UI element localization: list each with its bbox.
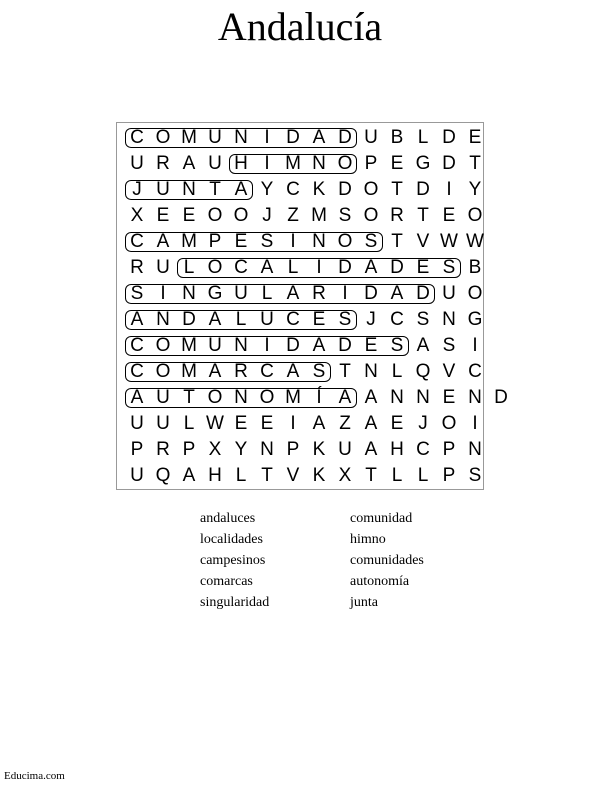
word-list-item: singularidad <box>200 595 270 610</box>
grid-letter: M <box>181 335 197 356</box>
grid-letter: L <box>391 361 403 382</box>
grid-letter: I <box>290 231 296 252</box>
grid-letter: L <box>261 283 273 304</box>
grid-letter: M <box>285 387 301 408</box>
grid-letter: C <box>286 179 300 200</box>
grid-letter: E <box>468 127 482 148</box>
grid-letter: A <box>286 283 300 304</box>
grid-letter: L <box>287 257 299 278</box>
grid-letter: N <box>182 283 196 304</box>
grid-letter: A <box>286 361 300 382</box>
grid-letter: E <box>442 205 456 226</box>
grid-letter: C <box>416 439 430 460</box>
grid-letter: C <box>286 309 300 330</box>
grid-letter: Y <box>260 179 274 200</box>
grid-letter: O <box>467 205 483 226</box>
grid-letter: R <box>130 257 144 278</box>
grid-letter: P <box>442 465 456 486</box>
grid-letter: M <box>181 361 197 382</box>
grid-letter: P <box>208 231 222 252</box>
grid-letter: C <box>130 335 144 356</box>
grid-letter: D <box>416 179 430 200</box>
grid-letter: T <box>209 179 221 200</box>
grid-letter: L <box>391 465 403 486</box>
grid-letter: N <box>312 153 326 174</box>
grid-letter: E <box>390 153 404 174</box>
grid-letter: U <box>130 413 144 434</box>
grid-letter: L <box>235 465 247 486</box>
grid-letter: P <box>182 439 196 460</box>
word-list-item: campesinos <box>200 553 266 568</box>
grid-letter: E <box>234 231 248 252</box>
grid-letter: A <box>312 413 326 434</box>
grid-letter: V <box>442 361 456 382</box>
grid-letter: T <box>469 153 481 174</box>
grid-letter: H <box>208 465 222 486</box>
grid-letter: N <box>234 387 248 408</box>
grid-letter: E <box>234 413 248 434</box>
grid-letter: I <box>446 179 452 200</box>
word-list-item: comarcas <box>200 574 253 589</box>
grid-letter: D <box>338 179 352 200</box>
grid-letter: U <box>208 153 222 174</box>
grid-letter: A <box>234 179 248 200</box>
word-list-item: andaluces <box>200 511 256 526</box>
grid-letter: U <box>156 413 170 434</box>
grid-letter: U <box>130 153 144 174</box>
grid-letter: N <box>416 387 430 408</box>
grid-letter: A <box>156 231 170 252</box>
grid-letter: D <box>338 127 352 148</box>
grid-letter: X <box>338 465 352 486</box>
grid-letter: E <box>364 335 378 356</box>
grid-letter: A <box>130 309 144 330</box>
grid-letter: O <box>155 127 171 148</box>
grid-letter: J <box>418 413 428 434</box>
grid-letter: C <box>390 309 404 330</box>
grid-letter: U <box>156 179 170 200</box>
footer-credit: Educima.com <box>4 770 65 782</box>
grid-letter: Í <box>316 387 322 408</box>
grid-letter: X <box>208 439 222 460</box>
grid-letter: G <box>467 309 483 330</box>
grid-letter: D <box>182 309 196 330</box>
grid-letter: U <box>156 387 170 408</box>
word-list-item: himno <box>350 532 386 547</box>
page-title: Andalucía <box>217 4 383 49</box>
grid-letter: I <box>160 283 166 304</box>
grid-letter: N <box>182 179 196 200</box>
grid-letter: T <box>391 179 403 200</box>
grid-letter: G <box>207 283 223 304</box>
grid-letter: B <box>390 127 404 148</box>
grid-letter: A <box>182 153 196 174</box>
grid-letter: T <box>417 205 429 226</box>
grid-letter: D <box>286 127 300 148</box>
word-list-item: comunidades <box>350 553 424 568</box>
grid-letter: P <box>286 439 300 460</box>
grid-letter: R <box>390 205 404 226</box>
grid-letter: N <box>156 309 170 330</box>
grid-letter: U <box>442 283 456 304</box>
grid-letter: O <box>441 413 457 434</box>
grid-letter: U <box>234 283 248 304</box>
grid-letter: I <box>316 257 322 278</box>
grid-letter: C <box>130 231 144 252</box>
grid-letter: N <box>260 439 274 460</box>
grid-letter: O <box>155 335 171 356</box>
grid-letter: M <box>311 205 327 226</box>
grid-letter: S <box>468 465 482 486</box>
grid-letter: J <box>132 179 142 200</box>
word-search-grid <box>116 122 508 490</box>
grid-letter: S <box>416 309 430 330</box>
grid-letter: O <box>363 205 379 226</box>
grid-letter: W <box>466 231 484 252</box>
grid-letter: N <box>468 387 482 408</box>
grid-letter: I <box>472 413 478 434</box>
grid-letter: D <box>442 127 456 148</box>
grid-letter: A <box>208 361 222 382</box>
grid-letter: D <box>494 387 508 408</box>
grid-letter: Y <box>468 179 482 200</box>
grid-letter: R <box>234 361 248 382</box>
grid-letter: L <box>183 257 195 278</box>
grid-letter: T <box>391 231 403 252</box>
grid-letter: N <box>234 127 248 148</box>
grid-letter: A <box>390 283 404 304</box>
grid-letter: O <box>337 153 353 174</box>
grid-letter: N <box>312 231 326 252</box>
grid-letter: S <box>364 231 378 252</box>
grid-letter: U <box>260 309 274 330</box>
grid-letter: S <box>390 335 404 356</box>
grid-letter: L <box>183 413 195 434</box>
grid-letter: N <box>234 335 248 356</box>
grid-letter: R <box>312 283 326 304</box>
grid-letter: M <box>181 127 197 148</box>
grid-letter: D <box>286 335 300 356</box>
grid-letter: A <box>364 439 378 460</box>
grid-letter: L <box>417 127 429 148</box>
grid-letter: E <box>442 387 456 408</box>
grid-letter: S <box>130 283 144 304</box>
grid-letter: O <box>233 205 249 226</box>
grid-letter: I <box>472 335 478 356</box>
grid-letter: E <box>312 309 326 330</box>
grid-letter: T <box>183 387 195 408</box>
grid-letter: S <box>338 205 352 226</box>
grid-letter: R <box>156 153 170 174</box>
grid-letter: I <box>264 127 270 148</box>
grid-letter: M <box>285 153 301 174</box>
grid-letter: B <box>468 257 482 278</box>
grid-letter: N <box>390 387 404 408</box>
grid-letter: S <box>442 335 456 356</box>
grid-letter: I <box>264 153 270 174</box>
grid-letter: I <box>342 283 348 304</box>
grid-letter: C <box>130 127 144 148</box>
grid-letter: K <box>312 439 326 460</box>
grid-letter: A <box>312 335 326 356</box>
word-list-item: autonomía <box>350 574 410 589</box>
grid-letter: P <box>442 439 456 460</box>
grid-letter: S <box>312 361 326 382</box>
grid-letter: C <box>234 257 248 278</box>
grid-letter: K <box>312 179 326 200</box>
grid-letter: H <box>390 439 404 460</box>
grid-letter: D <box>416 283 430 304</box>
grid-letter: X <box>130 205 144 226</box>
grid-letter: V <box>416 231 430 252</box>
grid-letter: U <box>208 127 222 148</box>
grid-letter: S <box>260 231 274 252</box>
grid-letter: N <box>364 361 378 382</box>
grid-letter: C <box>130 361 144 382</box>
grid-letter: D <box>390 257 404 278</box>
grid-letter: K <box>312 465 326 486</box>
word-list-item: localidades <box>200 532 263 547</box>
grid-letter: W <box>206 413 224 434</box>
grid-letter: I <box>264 335 270 356</box>
grid-letter: E <box>390 413 404 434</box>
grid-letter: A <box>338 387 352 408</box>
word-list-item: comunidad <box>350 511 413 526</box>
grid-letter: U <box>130 465 144 486</box>
grid-letter: G <box>415 153 431 174</box>
grid-letter: P <box>130 439 144 460</box>
grid-letter: D <box>338 257 352 278</box>
word-list-left-column <box>200 508 350 613</box>
grid-letter: O <box>337 231 353 252</box>
grid-letter: U <box>364 127 378 148</box>
grid-letter: D <box>364 283 378 304</box>
grid-letter: A <box>312 127 326 148</box>
grid-letter: P <box>364 153 378 174</box>
grid-letter: M <box>181 231 197 252</box>
grid-letter: A <box>260 257 274 278</box>
grid-letter: O <box>259 387 275 408</box>
grid-letter: V <box>286 465 300 486</box>
grid-letter: Y <box>234 439 248 460</box>
grid-letter: Q <box>415 361 431 382</box>
grid-letter: A <box>364 387 378 408</box>
grid-letter: A <box>364 413 378 434</box>
grid-letter: C <box>260 361 274 382</box>
grid-letter: E <box>416 257 430 278</box>
grid-letter: E <box>182 205 196 226</box>
grid-letter: J <box>262 205 272 226</box>
grid-letter: A <box>364 257 378 278</box>
grid-letter: L <box>417 465 429 486</box>
grid-letter: N <box>442 309 456 330</box>
grid-letter: O <box>207 387 223 408</box>
grid-letter: Z <box>287 205 299 226</box>
grid-letter: Q <box>155 465 171 486</box>
grid-letter: A <box>130 387 144 408</box>
grid-letter: C <box>468 361 482 382</box>
word-list-right-column <box>350 508 500 613</box>
grid-letter: A <box>182 465 196 486</box>
grid-letter: O <box>363 179 379 200</box>
grid-letter: E <box>260 413 274 434</box>
grid-letter: O <box>207 205 223 226</box>
grid-letter: S <box>338 309 352 330</box>
grid-letter: U <box>208 335 222 356</box>
grid-letter: U <box>338 439 352 460</box>
grid-letter: D <box>442 153 456 174</box>
grid-letter: T <box>365 465 377 486</box>
grid-letter: T <box>261 465 273 486</box>
grid-letter: R <box>156 439 170 460</box>
grid-letter: U <box>156 257 170 278</box>
grid-letter: L <box>235 309 247 330</box>
grid-letter: Z <box>339 413 351 434</box>
grid-letter: I <box>290 413 296 434</box>
grid-letter: T <box>339 361 351 382</box>
grid-letter: A <box>208 309 222 330</box>
grid-letter: H <box>234 153 248 174</box>
grid-letter: D <box>338 335 352 356</box>
grid-letter: N <box>468 439 482 460</box>
grid-letter: E <box>156 205 170 226</box>
grid-letter: O <box>207 257 223 278</box>
grid-letter: O <box>155 361 171 382</box>
grid-letter: W <box>440 231 458 252</box>
grid-letter: A <box>416 335 430 356</box>
grid-letter: J <box>366 309 376 330</box>
word-list-item: junta <box>350 595 378 610</box>
grid-letter: O <box>467 283 483 304</box>
grid-letter: S <box>442 257 456 278</box>
